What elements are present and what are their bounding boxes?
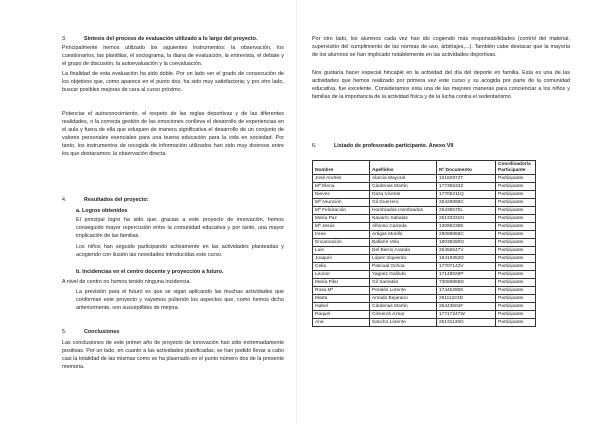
cell-nombre: Luis [313,247,370,255]
table-row [313,263,536,271]
right-paragraph-1: Por otro lado, los alumnos cada vez han ido cogiendo más responsabilidades (control del material, supervisión del cumplimiento de las normas de uso, árbitrajes,...). También cabe destacar que la mayoría de los alumnos se han implicado notablemente en las actividades deportivas. [312,36,570,59]
cell-rol: Participante [496,287,536,295]
cell-nombre: María Pilar [313,279,370,287]
cell-rol: Participante [496,191,536,199]
cell-documento: 25133331N [437,215,496,223]
cell-documento: 25443504F [437,303,496,311]
cell-apellidos: Del Barrio Aranda [370,247,437,255]
cell-rol: Participante [496,199,536,207]
cell-documento: 29088856C [437,231,496,239]
section-3-paragraph-1: Principalmente hemos utilizado los siguientes instrumentos: la observación, los cuestionarios, las plantillas, el sociograma, la diana de evaluación, la entrevista, el debate y el grupo de discusión, la autoevaluación y la coevaluación. [62,45,284,68]
cell-documento: 25428866C [437,199,496,207]
cell-apellidos: Navarro Sabalas [370,215,437,223]
cell-apellidos: Yagüez Galindo [370,271,437,279]
cell-nombre: Ana [313,319,370,327]
cell-apellidos: Cárdenas Martín [370,303,437,311]
cell-apellidos: Cisneros Aznar [370,311,437,319]
table-row [313,255,536,263]
column-header-rol: Coordinador/a Participante [496,161,536,175]
section-4b-paragraph-2: La previsión para el futuro es que se sigan aplicando las muchas actividades que conforman este proyecto y vayamos puliendo los aspectos que, como hemos dicho anteriormente, son susceptibles de mejora. [76,289,284,312]
cell-rol: Participante [496,231,536,239]
cell-rol: Participante [496,247,536,255]
cell-rol: Participante [496,255,536,263]
table-header-row [313,161,536,175]
table-row [313,239,536,247]
cell-nombre: José Andrés [313,175,370,183]
cell-rol: Participante [496,223,536,231]
cell-documento: 17445280K [437,287,496,295]
cell-documento: 25436570L [437,207,496,215]
cell-rol: Participante [496,183,536,191]
cell-rol: Participante [496,175,536,183]
cell-nombre: Celia [313,263,370,271]
column-header-documento: Nº Documento [437,161,496,175]
cell-nombre: Irene [313,231,370,239]
cell-nombre: Mª Elena [313,183,370,191]
cell-documento: 17717247W [437,311,496,319]
page-fold [296,0,297,424]
section-5-heading: 5. Conclusiones [62,329,120,335]
section-5-paragraph-1: Las conclusiones de este primer año de proyecto de innovación han sido extremadamente positivas. Por un lado, en cuanto a las actividades planificadas, se han podido llevar a cabo casi la totalidad de las mismas como se ha plasmado en el punto número dos de la presente memoria. [62,340,284,371]
cell-nombre: Mª Jesús [313,223,370,231]
table-row [313,247,536,255]
section-4a-paragraph-2: Los niños han seguido participando activamente en las actividades planteadas y acogiendo con ilusión las novedades introducidas este curso. [76,244,284,259]
table-row [313,175,536,183]
cell-nombre: Marta [313,295,370,303]
cell-apellidos: Sancho Lorente [370,319,437,327]
table-row [313,199,536,207]
cell-nombre: Rosa Mª [313,287,370,295]
cell-documento: 10182974T [437,175,496,183]
cell-apellidos: Gil Samatán [370,279,437,287]
participants-table [312,160,536,327]
cell-documento: 17709211Q [437,191,496,199]
table-row [313,207,536,215]
cell-nombre: Joaquín [313,255,370,263]
section-3-paragraph-2: La finalidad de esta evaluación ha sido doble. Por un lado ver el grado de consecución de los objetivos que, como aparece en el punto dos, ha sido muy satisfactoria; y por otro lado, buscar posibles mejoras de cara al curso próximo. [62,71,284,94]
cell-apellidos: Pascual Ochoa [370,263,437,271]
cell-rol: Participante [496,215,536,223]
cell-nombre: Mª Asunción [313,199,370,207]
cell-nombre: Mª Felicitación [313,207,370,215]
section-4a-paragraph-1: El principal logro ha sido que, gracias a este proyecto de innovación, hemos conseguido mayor repercusión entre la comunidad educativa y por tanto, una mayor implicación de las familias. [76,217,284,240]
cell-apellidos: Peralés Lorente [370,287,437,295]
table-row [313,223,536,231]
cell-nombre: Nieves [313,191,370,199]
section-4-heading: 4. Resultados del proyecto: [62,197,149,203]
cell-rol: Participante [496,239,536,247]
cell-apellidos: Cárdenas Martín [370,183,437,191]
section-4b-heading: b. Incidencias en el centro docente y proyección a futuro. [76,269,224,275]
column-header-apellidos: Apellidos [370,161,437,175]
cell-documento: 17707142V [437,263,496,271]
table-row [313,279,536,287]
table-row [313,303,536,311]
table-row [313,183,536,191]
cell-documento: 73068885D [437,279,496,287]
cell-documento: 29111224D [437,295,496,303]
section-3-paragraph-3: Potenciar el autoconocimiento, el respeto de las reglas deportivas y de las diferentes realidades, o la correcta gestión de las emociones conlleva el desarrollo de experiencias en el aula y fuera de ella que eduquen de manera significativa el desarrollo de un conjunto de valores personales esenciales para una buena educación para la vida en sociedad. Por tanto, los instrumentos de recogida de información utilizados han sido muy diversos entre los que destacamos: la observación directa. [62,111,284,158]
cell-documento: 25456547V [437,247,496,255]
table-row [313,319,536,327]
section-3-heading: 3. Síntesis del proceso de evaluación utilizado a lo largo del proyecto. [62,36,258,42]
cell-apellidos: Gil Guerrero [370,199,437,207]
cell-nombre: Isabel [313,303,370,311]
cell-documento: 18038280G [437,239,496,247]
cell-nombre: Leonor [313,271,370,279]
table-row [313,271,536,279]
cell-documento: 13099235E [437,223,496,231]
cell-apellidos: Artigas Murillo [370,231,437,239]
cell-apellidos: Alfonso Carreda [370,223,437,231]
table-row [313,191,536,199]
cell-documento: 18419352D [437,255,496,263]
cell-apellidos: López Izquierdo [370,255,437,263]
table-row [313,215,536,223]
section-4b-paragraph-1: A nivel de centro no hemos tenido ninguna incidencia. [62,279,191,285]
cell-apellidos: Hombrados Hombrados [370,207,437,215]
cell-apellidos: Daza Vicente [370,191,437,199]
table-row [313,311,536,319]
section-6-heading: 6. Listado de profesorado participante. Anexo VII [312,143,454,149]
cell-nombre: Raquel [313,311,370,319]
cell-apellidos: Amado Bejarano [370,295,437,303]
cell-rol: Participante [496,311,536,319]
cell-rol: Participante [496,319,536,327]
cell-apellidos: Alarcia Mayoral [370,175,437,183]
cell-documento: 17148028P [437,271,496,279]
cell-rol: Participante [496,295,536,303]
table-row [313,231,536,239]
cell-apellidos: Ballarín Vela [370,239,437,247]
table-body [313,175,536,327]
cell-rol: Participante [496,271,536,279]
cell-nombre: María Paz [313,215,370,223]
cell-documento: 25131139G [437,319,496,327]
right-paragraph-2: Nos gustaría hacer especial hincapié en la actividad del día del deporte en familia. Esta es una de las actividades que hemos realizado por primera vez este curso y su acogida por parte de la comunidad educativa, fue excelente. Consideramos esta una de las mejores maneras para concienciar a los niños y familias de la importancia de la actividad física y de la lucha contra el sedentarismo. [312,70,570,101]
table-row [313,295,536,303]
cell-documento: 17735533Z [437,183,496,191]
section-4a-heading: a. Logros obtenidos [76,208,128,214]
participants-table-wrap [312,160,536,327]
table-row [313,287,536,295]
column-header-nombre: Nombre [313,161,370,175]
cell-rol: Participante [496,263,536,271]
cell-rol: Participante [496,303,536,311]
cell-rol: Participante [496,279,536,287]
cell-rol: Participante [496,207,536,215]
cell-nombre: Encarnación [313,239,370,247]
